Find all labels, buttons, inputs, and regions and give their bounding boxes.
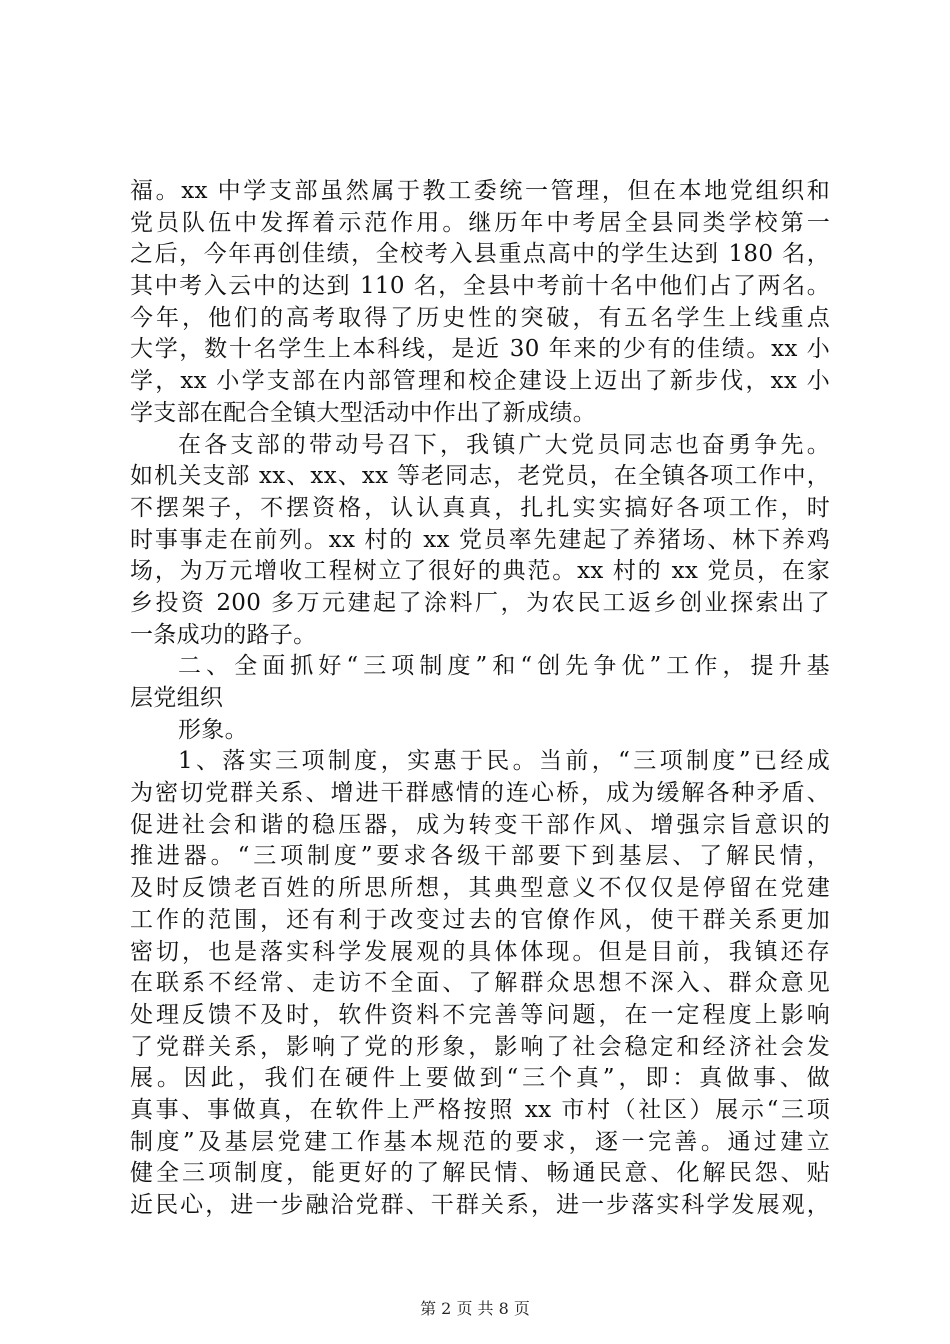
text-line: 展。因此，我们在硬件上要做到“三个真”，即：真做事、做: [130, 1065, 830, 1092]
text-line: 及时反馈老百姓的所思所想，其典型意义不仅仅是停留在党建: [130, 875, 830, 902]
text-line: 制度”及基层党建工作基本规范的要求，逐一完善。通过建立: [130, 1128, 830, 1155]
text-line: 场，为万元增收工程树立了很好的典范。xx 村的 xx 党员，在家: [130, 558, 830, 585]
text-line: 健全三项制度，能更好的了解民情、畅通民意、化解民怨、贴: [130, 1160, 830, 1187]
text-line: 促进社会和谐的稳压器，成为转变干部作风、增强宗旨意识的: [130, 811, 830, 838]
text-line: 之后，今年再创佳绩，全校考入县重点高中的学生达到 180 名，: [130, 241, 830, 268]
text-line: 党员队伍中发挥着示范作用。继历年中考居全县同类学校第一: [130, 209, 830, 236]
document-body: [130, 176, 830, 1222]
text-line: 一条成功的路子。: [130, 621, 317, 648]
section-heading-line: 形象。: [178, 716, 248, 743]
paragraph-start-line: 1、落实三项制度，实惠于民。当前，“三项制度”已经成: [178, 748, 830, 775]
text-line: 时事事走在前列。xx 村的 xx 党员率先建起了养猪场、林下养鸡: [130, 526, 830, 553]
section-heading-line: 二、全面抓好“三项制度”和“创先争优”工作，提升基: [178, 653, 830, 680]
section-heading-line: 层党组织: [130, 685, 224, 711]
text-line: 福。xx 中学支部虽然属于教工委统一管理，但在本地党组织和: [130, 178, 830, 204]
text-line: 推进器。“三项制度”要求各级干部要下到基层、了解民情，: [130, 843, 830, 870]
text-line: 真事、事做真，在软件上严格按照 xx 市村（社区）展示“三项: [130, 1096, 830, 1123]
text-line: 密切，也是落实科学发展观的具体体现。但是目前，我镇还存: [130, 938, 830, 965]
text-line: 在联系不经常、走访不全面、了解群众思想不深入、群众意见: [130, 970, 830, 997]
text-line: 不摆架子，不摆资格，认认真真，扎扎实实搞好各项工作，时: [130, 494, 830, 521]
text-line: 了党群关系，影响了党的形象，影响了社会稳定和经济社会发: [130, 1033, 830, 1060]
text-line: 学，xx 小学支部在内部管理和校企建设上迈出了新步伐，xx 小: [130, 368, 830, 395]
text-line: 为密切党群关系、增进干群感情的连心桥，成为缓解各种矛盾、: [130, 780, 830, 807]
text-line: 近民心，进一步融洽党群、干群关系，进一步落实科学发展观，: [130, 1192, 830, 1218]
text-line: 其中考入云中的达到 110 名，全县中考前十名中他们占了两名。: [130, 273, 830, 300]
text-line: 今年，他们的高考取得了历史性的突破，有五名学生上线重点: [130, 304, 830, 331]
page-number-footer: 第 2 页 共 8 页: [420, 1299, 530, 1318]
text-line: 处理反馈不及时，软件资料不完善等问题，在一定程度上影响: [130, 1001, 830, 1028]
paragraph-start-line: 在各支部的带动号召下，我镇广大党员同志也奋勇争先。: [178, 431, 830, 458]
text-line: 大学，数十名学生上本科线，是近 30 年来的少有的佳绩。xx 小: [130, 336, 830, 363]
text-line: 工作的范围，还有利于改变过去的官僚作风，使干群关系更加: [130, 906, 830, 933]
text-line: 如机关支部 xx、xx、xx 等老同志，老党员，在全镇各项工作中，: [130, 463, 830, 490]
text-line: 乡投资 200 多万元建起了涂料厂，为农民工返乡创业探索出了: [130, 589, 830, 616]
text-line: 学支部在配合全镇大型活动中作出了新成绩。: [130, 399, 596, 426]
